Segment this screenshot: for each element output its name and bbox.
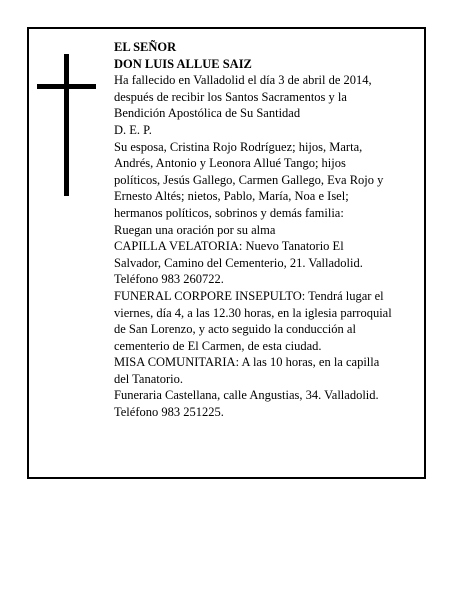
- notice-line: D. E. P.: [114, 122, 152, 137]
- notice-line: viernes, día 4, a las 12.30 horas, en la iglesia parroquial: [114, 305, 392, 320]
- cross-icon-crossbar: [37, 84, 96, 89]
- notice-line: CAPILLA VELATORIA: Nuevo Tanatorio El: [114, 239, 344, 254]
- notice-line: Ernesto Altés; nietos, Pablo, María, Noa e Isel;: [114, 189, 349, 204]
- notice-line: cementerio de El Carmen, de esta ciudad.: [114, 338, 322, 353]
- notice-line: del Tanatorio.: [114, 371, 184, 386]
- notice-line: después de recibir los Santos Sacramentos y la: [114, 89, 347, 104]
- notice-line: de San Lorenzo, y acto seguido la conducción al: [114, 322, 356, 337]
- notice-line: hermanos políticos, sobrinos y demás familia:: [114, 205, 344, 220]
- notice-line: FUNERAL CORPORE INSEPULTO: Tendrá lugar el: [114, 288, 384, 303]
- notice-line: Funeraria Castellana, calle Angustias, 34. Valladolid.: [114, 388, 379, 403]
- notice-line: políticos, Jesús Gallego, Carmen Gallego, Eva Rojo y: [114, 172, 384, 187]
- obituary-notice-text: [114, 39, 420, 421]
- notice-line: Ruegan una oración por su alma: [114, 222, 276, 237]
- notice-line: Salvador, Camino del Cementerio, 21. Valladolid.: [114, 255, 363, 270]
- notice-line: Andrés, Antonio y Leonora Allué Tango; hijos: [114, 156, 346, 171]
- notice-line: Teléfono 983 260722.: [114, 272, 224, 287]
- cross-icon: [64, 54, 69, 196]
- deceased-title: EL SEÑOR: [114, 40, 177, 54]
- notice-line: Su esposa, Cristina Rojo Rodríguez; hijos, Marta,: [114, 139, 363, 154]
- deceased-name: DON LUIS ALLUE SAIZ: [114, 56, 252, 71]
- notice-line: Bendición Apostólica de Su Santidad: [114, 106, 301, 121]
- notice-line: MISA COMUNITARIA: A las 10 horas, en la capilla: [114, 355, 380, 370]
- notice-line: Teléfono 983 251225.: [114, 405, 224, 420]
- notice-line: Ha fallecido en Valladolid el día 3 de abril de 2014,: [114, 73, 372, 88]
